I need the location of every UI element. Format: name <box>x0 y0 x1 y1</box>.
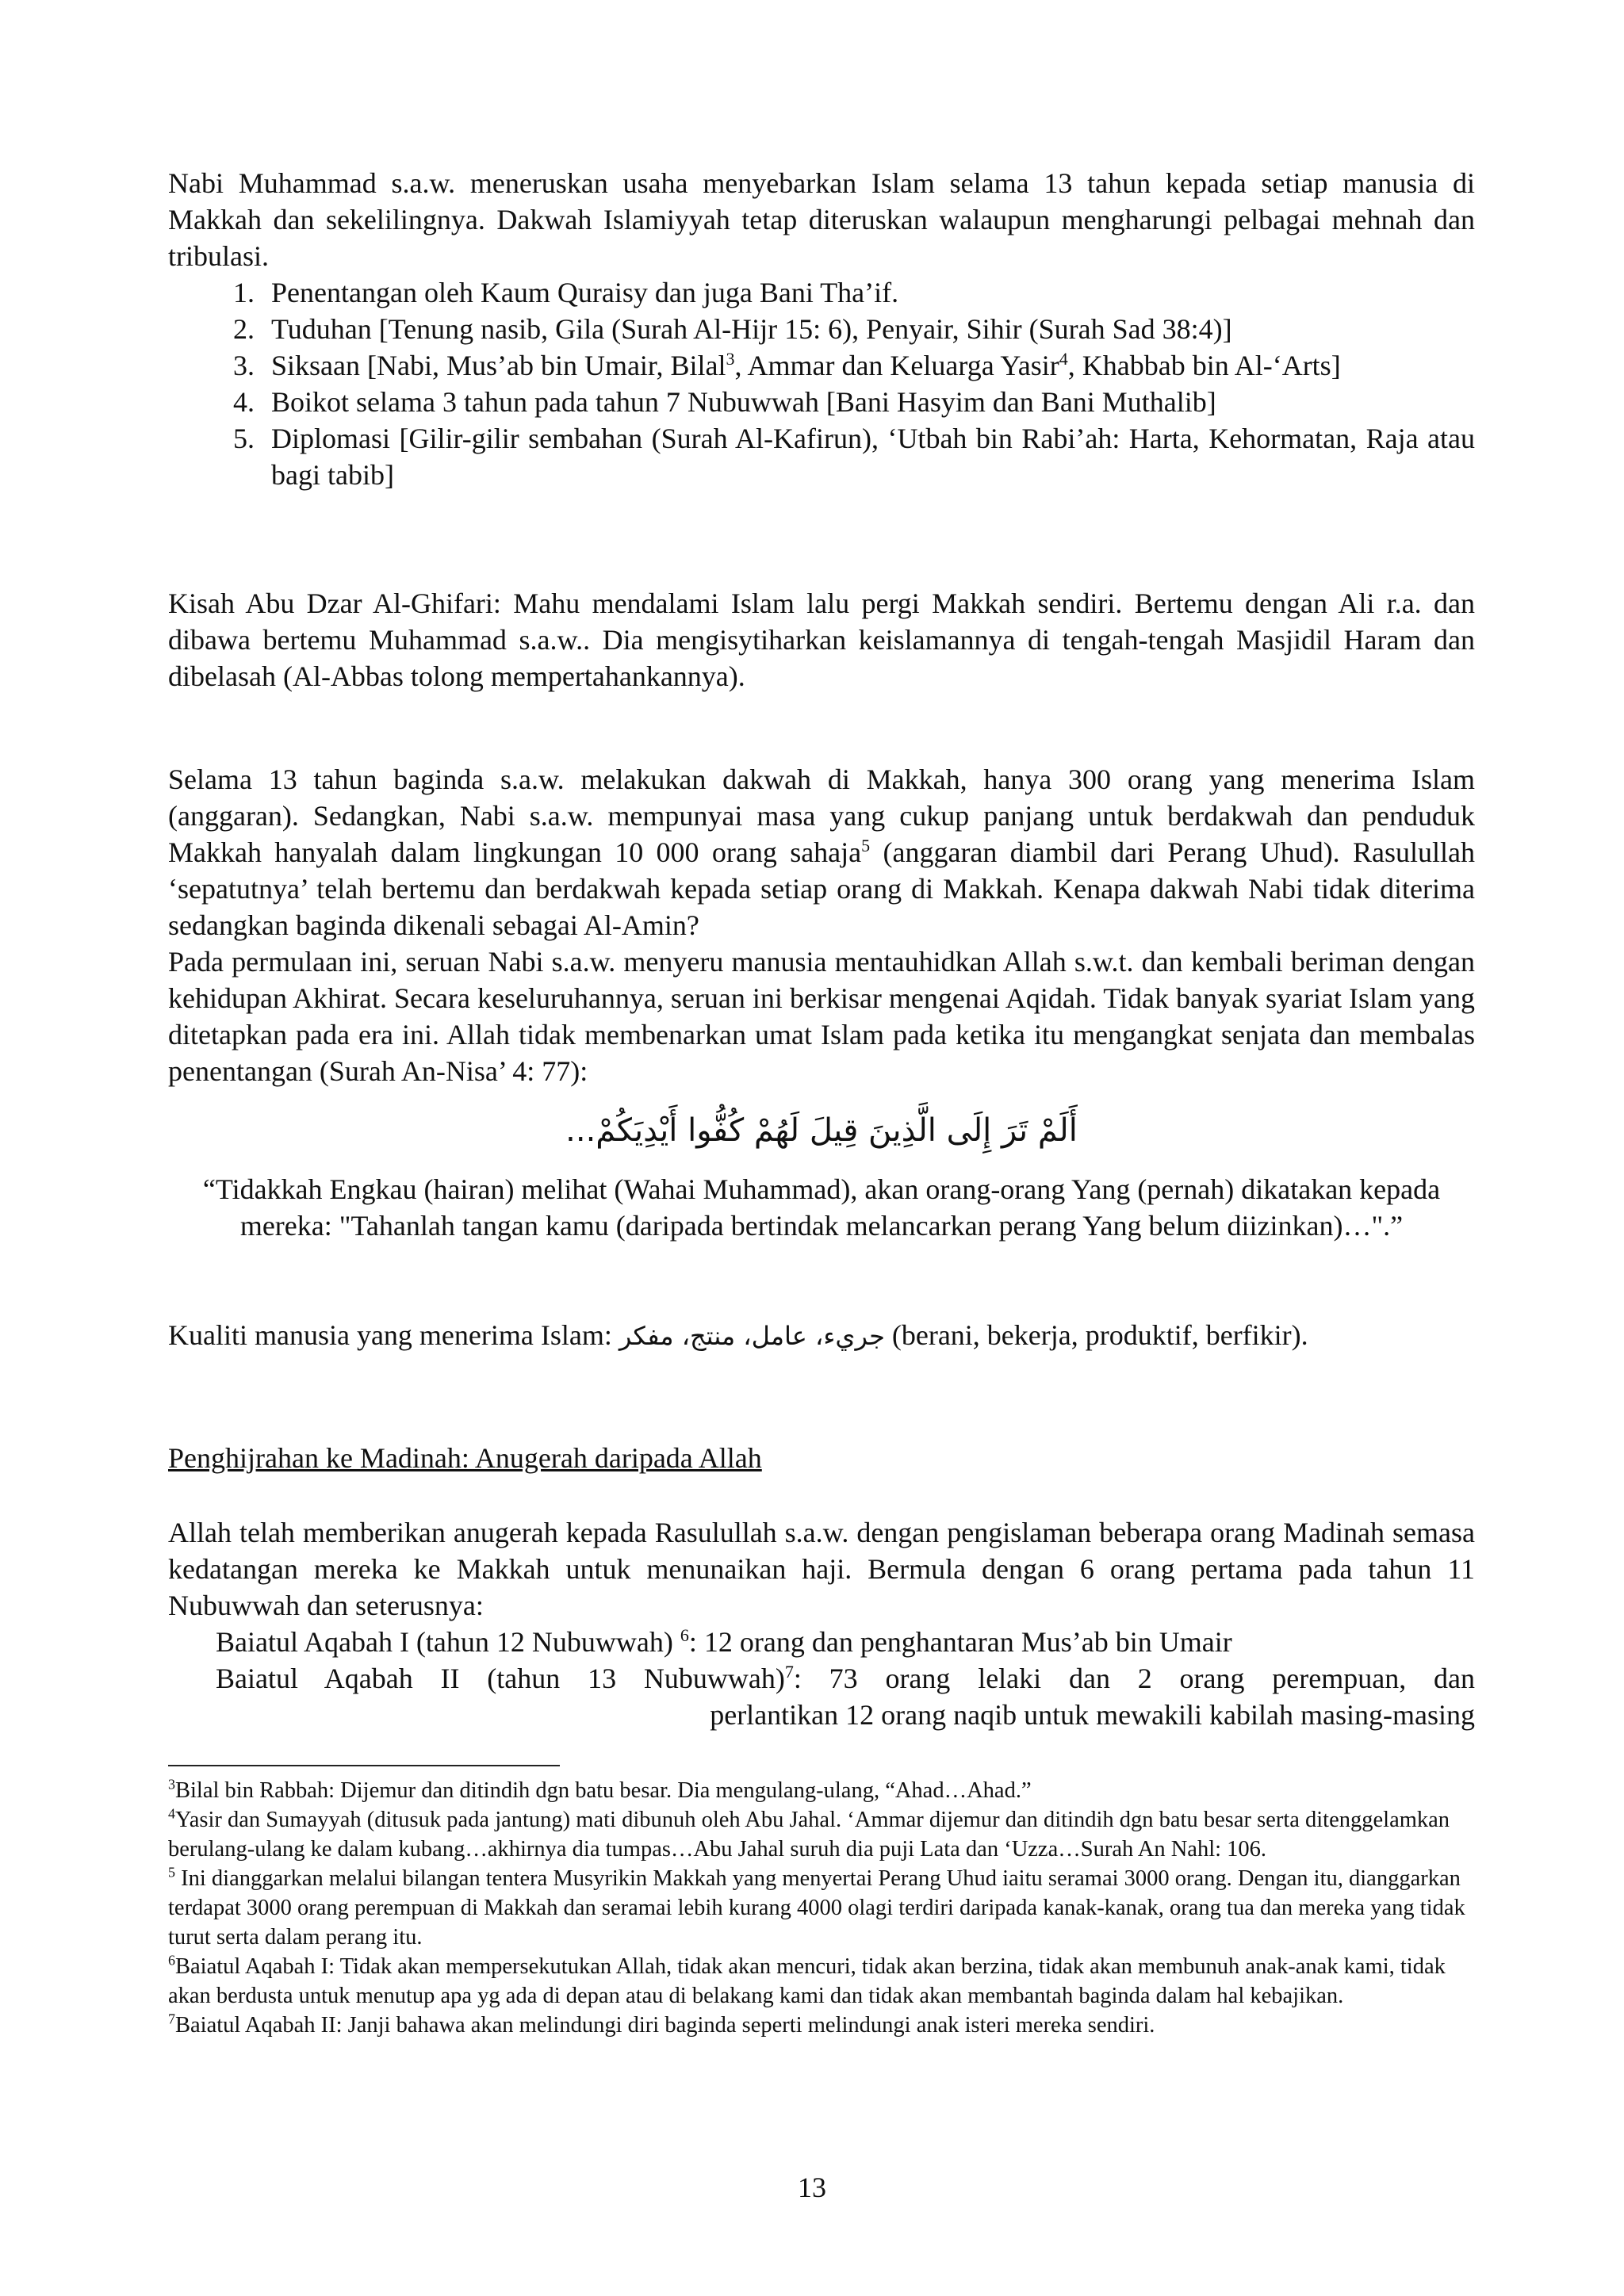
verse-translation: “Tidakkah Engkau (hairan) melihat (Wahai Muhammad), akan orang-orang Yang (pernah) dikatakan kepada mereka: "Tahanlah tangan kamu (daripada bertindak melancarkan perang Yang belum diizinkan)…".” <box>202 1173 1441 1242</box>
footnotes <box>168 1776 1475 2040</box>
qualities-label: Kualiti manusia yang menerima Islam: <box>168 1319 612 1351</box>
dakwah-section <box>168 761 1475 1089</box>
footnote-ref: 4 <box>1059 349 1068 369</box>
madinah-section <box>168 1514 1475 1733</box>
qualities-meaning: (berani, bekerja, produktif, berfikir). <box>891 1319 1308 1351</box>
list-item: 2. Tuduhan [Tenung nasib, Gila (Surah Al-Hijr 15: 6), Penyair, Sihir (Surah Sad 38:4)] <box>262 311 1475 347</box>
footnote-ref: 7 <box>784 1662 794 1682</box>
footnote-ref: 6 <box>680 1625 689 1645</box>
intro-paragraph: Nabi Muhammad s.a.w. meneruskan usaha menyebarkan Islam selama 13 tahun kepada setiap manusia di Makkah dan sekelilingnya. Dakwah Islamiyyah tetap diteruskan walaupun mengharungi pelbagai mehnah dan tribulasi. <box>168 167 1475 272</box>
footnote: $^5$ Ini dianggarkan melalui bilangan tentera Musyrikin Makkah yang menyertai Perang Uhud iaitu seramai 3000 orang. Dengan itu, dianggarkan terdapat 3000 orang perempuan di Makkah dan seramai lebih kurang 4000 olagi terdiri daripada kanak-kanak, orang tua dan mereka yang tidak turut serta dalam perang itu. <box>168 1864 1465 1950</box>
footnote: $^7$Baiatul Aqabah II: Janji bahawa akan melindungi diri baginda seperti melindungi anak isteri mereka sendiri. <box>168 2011 1155 2038</box>
footnote: $^3$Bilal bin Rabbah: Dijemur dan ditindih dgn batu besar. Dia mengulang-ulang, “Ahad…Ahad.” <box>168 1776 1032 1803</box>
arabic-verse: أَلَمْ تَرَ إِلَى الَّذِينَ قِيلَ لَهُمْ كُفُّوا أَيْدِيَكُمْ... <box>565 1112 1078 1149</box>
baiat2-line: Baiatul Aqabah II (tahun 13 Nubuwwah)$^7$: 73 orang lelaki dan 2 orang perempuan, dan <box>216 1662 1475 1694</box>
footnote-ref: 3 <box>726 349 735 369</box>
footnote-separator <box>168 1765 560 1766</box>
list-item: 1. Penentangan oleh Kaum Quraisy dan juga Bani Tha’if. <box>262 274 1475 311</box>
list-item: 4. Boikot selama 3 tahun pada tahun 7 Nubuwwah [Bani Hasyim dan Bani Muthalib] <box>262 384 1475 420</box>
list-item: 5. Diplomasi [Gilir-gilir sembahan (Surah Al-Kafirun), ‘Utbah bin Rabi’ah: Harta, Kehormatan, Raja atau bagi tabib] <box>262 420 1475 493</box>
intro-section <box>168 165 1475 493</box>
footnote-ref: 5 <box>861 836 871 855</box>
footnote: $^6$Baiatul Aqabah I: Tidak akan mempersekutukan Allah, tidak akan mencuri, tidak akan berzina, tidak akan membunuh anak-anak kami, tidak akan berdusta untuk menutup apa yg ada di depan atau di belakang kami dan tidak akan membantah baginda dalam hal kebajikan. <box>168 1952 1446 2008</box>
section-heading: Penghijrahan ke Madinah: Anugerah daripada Allah <box>168 1442 762 1474</box>
madinah-paragraph: Allah telah memberikan anugerah kepada Rasulullah s.a.w. dengan pengislaman beberapa orang Madinah semasa kedatangan mereka ke Makkah untuk menunaikan haji. Bermula dengan 6 orang pertama pada tahun 11 Nubuwwah dan seterusnya: <box>168 1517 1475 1621</box>
qualities-arabic: جريء، عامل، منتج، مفكر <box>619 1321 885 1351</box>
baiat1-line: Baiatul Aqabah I (tahun 12 Nubuwwah) $^6$: 12 orang dan penghantaran Mus’ab bin Umair <box>216 1625 1232 1658</box>
tribulation-list <box>168 274 1475 493</box>
dakwah-paragraph: Selama 13 tahun baginda s.a.w. melakukan dakwah di Makkah, hanya 300 orang yang menerima Islam (anggaran). Sedangkan, Nabi s.a.w. mempunyai masa yang cukup panjang untuk berdakwah dan penduduk Makkah hanyalah dalam lingkungan 10 000 orang sahaja$^5$ (anggaran diambil dari Perang Uhud). Rasulullah ‘sepatutnya’ telah bertemu dan berdakwah kepada setiap orang di Makkah. Kenapa dakwah Nabi tidak diterima sedangkan baginda dikenali sebagai Al-Amin? <box>168 763 1476 941</box>
baiat2-line-2: perlantikan 12 orang naqib untuk mewakili kabilah masing-masing <box>710 1699 1475 1731</box>
list-item: 3. Siksaan [Nabi, Mus’ab bin Umair, Bilal$^3$, Ammar dan Keluarga Yasir$^4$, Khabbab bin Al-‘Arts] <box>262 347 1475 384</box>
abu-dzar-paragraph: Kisah Abu Dzar Al-Ghifari: Mahu mendalami Islam lalu pergi Makkah sendiri. Bertemu dengan Ali r.a. dan dibawa bertemu Muhammad s.a.w.. Dia mengisytiharkan keislamannya di tengah-tengah Masjidil Haram dan dibelasah (Al-Abbas tolong mempertahankannya). <box>168 587 1475 692</box>
page-number: 13 <box>798 2172 826 2203</box>
footnote: $^4$Yasir dan Sumayyah (ditusuk pada jantung) mati dibunuh oleh Abu Jahal. ‘Ammar dijemur dan ditindih dgn batu besar serta ditenggelamkan berulang-ulang ke dalam kubang…akhirnya dia tumpas…Abu Jahal suruh dia puji Lata dan ‘Uzza…Surah An Nahl: 106. <box>168 1805 1450 1862</box>
permulaan-paragraph: Pada permulaan ini, seruan Nabi s.a.w. menyeru manusia mentauhidkan Allah s.w.t. dan kembali beriman dengan kehidupan Akhirat. Secara keseluruhannya, seruan ini berkisar mengenai Aqidah. Tidak banyak syariat Islam yang ditetapkan pada era ini. Allah tidak membenarkan umat Islam pada ketika itu mengangkat senjata dan membalas penentangan (Surah An-Nisa’ 4: 77): <box>168 946 1475 1087</box>
qualities-line <box>168 1317 1475 1354</box>
